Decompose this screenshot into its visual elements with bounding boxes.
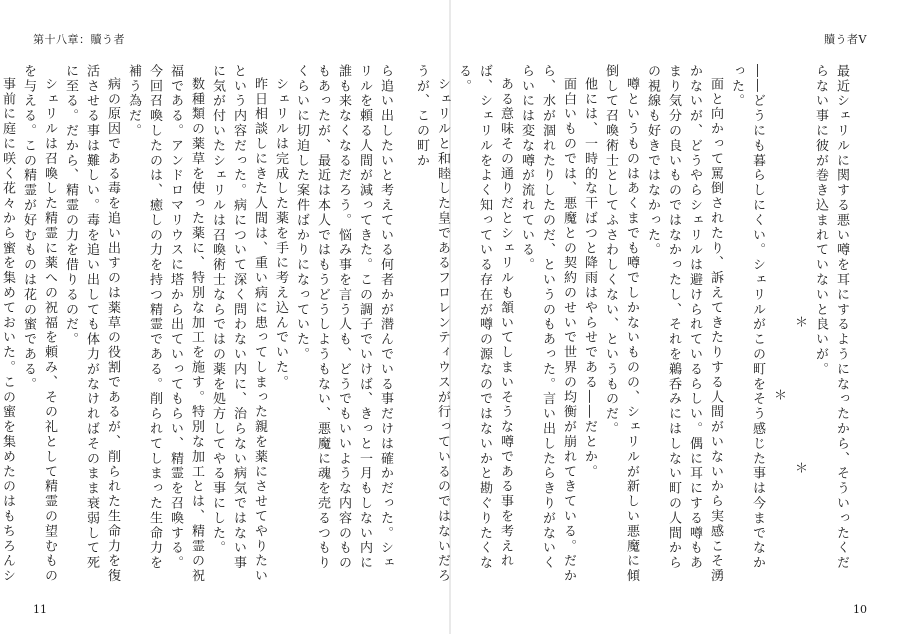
- right-page-body: [414, 64, 852, 607]
- paragraph: 数種類の薬草を使った薬に、特別な加工を施す。特別な加工とは、精霊の祝福である。アンドロマリウスに塔から出ていってもらい、精霊を召喚する。今回召喚したのは、癒しの力を持つ精霊である。削られてしまった生命力を補う為だ。: [126, 64, 204, 584]
- paragraph: 面と向かって罵倒されたり、訴えてきたりする人間がいないから実感こそ湧かないが、どうやらシェリルは避けられているらしい。偶に耳にする噂もあまり気分の良いものではなかったし、それを鵜呑みにはしない町の人間からの視線も好きではなかった。: [645, 64, 723, 584]
- running-header-chapter: 第十八章：贖う者: [33, 33, 125, 46]
- paragraph: 最近シェリルに関する悪い噂を耳にするようになったから、そういったくだらない事に彼が巻き込まれていないと良いが。: [813, 64, 849, 571]
- running-header-section: 贖う者Ⅴ: [824, 33, 867, 46]
- page-number: 10: [853, 603, 867, 616]
- paragraph: 面白いものでは、悪魔との契約のせいで世界の均衡が崩れてきている。だから、水が涸れたりしたのだ、というのもあった。言い出したらきりがないくらいには変な噂が流れている。: [519, 64, 576, 584]
- paragraph: ――どうにも暮らしにくい。シェリルがこの町をそう感じた事は今までなかった。: [729, 64, 765, 571]
- scene-break-asterisks: ＊ ＊ ＊: [771, 314, 807, 607]
- paragraph: シェリルは完成した薬を手に考え込んでいた。: [273, 77, 288, 390]
- scene-break: [768, 64, 810, 607]
- page-number: 11: [33, 603, 47, 616]
- paragraph: 事前に庭に咲く花々から蜜を集めておいた。この蜜を集めたのはもちろんシ: [0, 77, 15, 584]
- paragraph: ら追い出したいと考えている何者かが潜んでいる事だけは確かだった。シェリルを頼る人間が減ってきた。この調子でいけば、きっと一月もしない内に誰も来なくなるだろう。悩み事を言う人も、どうでもいいような内容のものもあったが、最近は本人ではもうどうしようもない、悪魔に魂を売るつもりくらいに切迫した案件ばかりになっていた。: [294, 64, 393, 571]
- paragraph: シェリルは召喚した精霊に薬への祝福を頼み、その礼として精霊の望むものを与える。この精霊が好むものは花の蜜である。: [21, 64, 57, 584]
- paragraph: 他には、一時的な干ばつと降雨はやらせである――だとか。: [582, 77, 597, 480]
- paragraph: 病の原因である毒を追い出すのは薬草の役割であるが、削られた生命力を復活させる事は難しい。毒を追い出しても体力がなければそのまま衰弱して死に至る。だから、精霊の力を借りるのだ。: [63, 64, 120, 584]
- left-page-body: [0, 64, 396, 584]
- paragraph: 昨日相談しにきた人間は、重い病に患ってしまった親を薬にさせてやりたいという内容だった。病について深く問わない内に、治らない病気ではない事に気が付いたシェリルは召喚術士ならではの薬を処方してやる事にした。: [210, 64, 267, 584]
- paragraph: シェリルと和睦した皇であるフロレンティウスが行っているのではないだろうが、この町か: [414, 64, 450, 584]
- paragraph: 噂というものはあくまでも噂でしかないものの、シェリルが新しい悪魔に傾倒して召喚術士としてふさわしくない、というものだ。: [603, 64, 639, 584]
- right-page: [414, 0, 900, 634]
- paragraph: ある意味その通りだとシェリルも頷いてしまいそうな噂である事を考えれば、シェリルをよく知っている存在が噂の源なのではないかと勘ぐりたくなる。: [456, 64, 513, 571]
